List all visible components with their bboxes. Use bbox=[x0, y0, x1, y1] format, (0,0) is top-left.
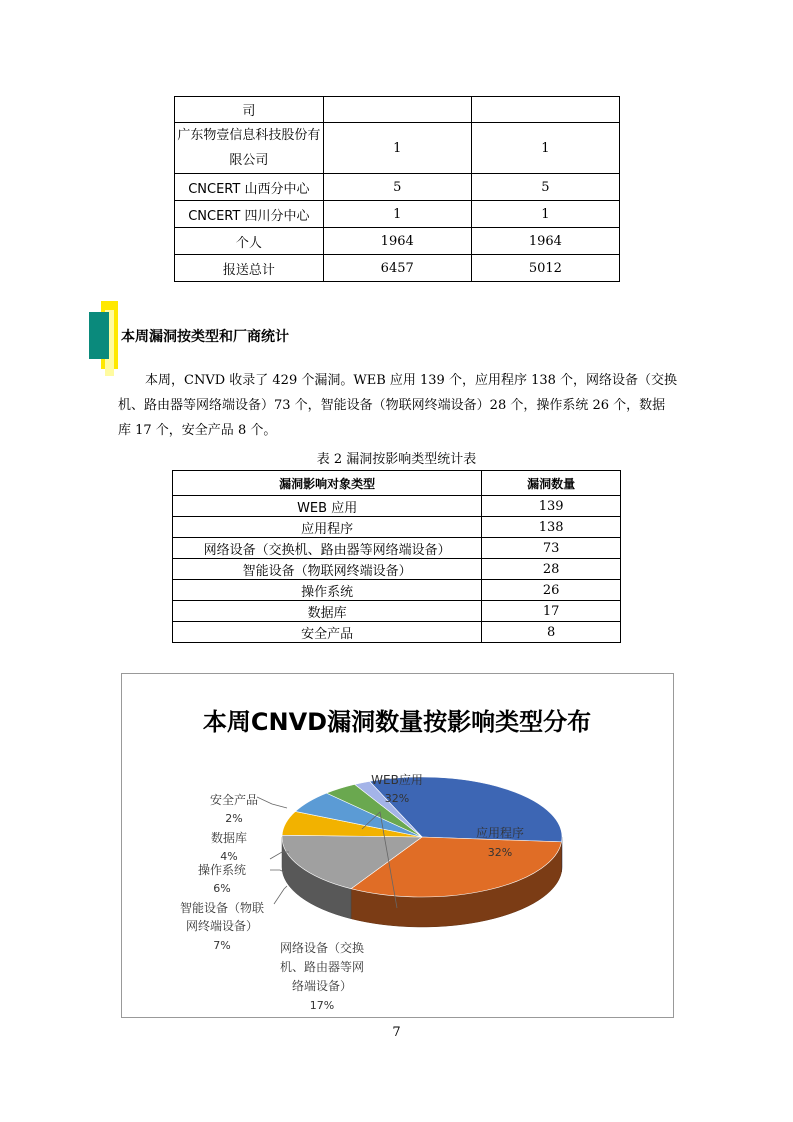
pie-slice-percent: 17% bbox=[309, 999, 335, 1012]
vendor-count-b: 1 bbox=[471, 201, 619, 228]
vendor-count-a: 5 bbox=[323, 174, 471, 201]
vendor-count-b: 1 bbox=[471, 123, 619, 174]
type-cell: 智能设备（物联网终端设备） bbox=[173, 559, 482, 580]
type-cell: WEB 应用 bbox=[173, 496, 482, 517]
vendor-count-a: 1 bbox=[323, 201, 471, 228]
pie-slice-percent: 7% bbox=[213, 939, 231, 952]
vendor-name: 个人 bbox=[175, 228, 324, 255]
table-row bbox=[173, 517, 621, 538]
pie-leader-line bbox=[257, 797, 287, 808]
vendor-count-b: 5012 bbox=[471, 255, 619, 282]
pie-slice-label: 数据库 bbox=[210, 831, 248, 845]
vendor-count-b: 1964 bbox=[471, 228, 619, 255]
count-cell: 73 bbox=[482, 538, 621, 559]
pie-slice-percent: 6% bbox=[213, 882, 231, 895]
table-row bbox=[175, 97, 620, 123]
pie-slice-percent: 32% bbox=[384, 792, 410, 805]
type-cell: 应用程序 bbox=[173, 517, 482, 538]
pie-slice-label: 智能设备（物联 bbox=[179, 901, 265, 915]
count-cell: 138 bbox=[482, 517, 621, 538]
table-header-row bbox=[173, 471, 621, 496]
vendor-count-b: 5 bbox=[471, 174, 619, 201]
type-cell: 数据库 bbox=[173, 601, 482, 622]
table-row bbox=[173, 580, 621, 601]
pie-leader-line bbox=[274, 886, 287, 904]
pie-slice-label: 网络设备（交换 bbox=[279, 941, 365, 955]
table-row bbox=[173, 538, 621, 559]
table-caption: 表 2 漏洞按影响类型统计表 bbox=[316, 452, 477, 467]
pie-slice-label: 操作系统 bbox=[197, 863, 247, 877]
pie-slice-label: 机、路由器等网 bbox=[279, 960, 365, 974]
pie-chart-frame bbox=[121, 673, 674, 1018]
header-count: 漏洞数量 bbox=[482, 471, 621, 496]
table-row bbox=[175, 255, 620, 282]
table-row bbox=[175, 123, 620, 174]
header-type: 漏洞影响对象类型 bbox=[173, 471, 482, 496]
vendor-name: 报送总计 bbox=[175, 255, 324, 282]
count-cell: 17 bbox=[482, 601, 621, 622]
table-row bbox=[173, 559, 621, 580]
count-cell: 8 bbox=[482, 622, 621, 643]
vendor-count-a: 1 bbox=[323, 123, 471, 174]
vendor-count-a: 6457 bbox=[323, 255, 471, 282]
count-cell: 139 bbox=[482, 496, 621, 517]
vendor-name: CNCERT 四川分中心 bbox=[175, 201, 324, 228]
table-row bbox=[175, 174, 620, 201]
summary-paragraph: 本周，CNVD 收录了 429 个漏洞。WEB 应用 139 个，应用程序 138 个，网络设备（交换机、路由器等网络端设备）73 个，智能设备（物联网终端设备）28 个，操作系统 26 个，数据库 17 个，安全产品 8 个。 bbox=[118, 373, 678, 438]
table-row bbox=[175, 228, 620, 255]
pie-slice-label: 络端设备） bbox=[291, 979, 353, 993]
count-cell: 28 bbox=[482, 559, 621, 580]
pie-slice-label: 网终端设备） bbox=[185, 919, 259, 933]
type-table bbox=[172, 470, 621, 643]
table-row bbox=[175, 201, 620, 228]
table-row bbox=[173, 601, 621, 622]
pie-slice-label: WEB应用 bbox=[371, 773, 423, 787]
vendor-count-b bbox=[471, 97, 619, 123]
pie-leader-line bbox=[270, 870, 284, 872]
section-title: 本周漏洞按类型和厂商统计 bbox=[121, 329, 289, 345]
heading-decoration-teal bbox=[89, 312, 109, 359]
pie-slice-label: 安全产品 bbox=[209, 793, 259, 807]
type-cell: 安全产品 bbox=[173, 622, 482, 643]
pie-chart bbox=[122, 674, 673, 1017]
type-cell: 网络设备（交换机、路由器等网络端设备） bbox=[173, 538, 482, 559]
chart-title: 本周CNVD漏洞数量按影响类型分布 bbox=[202, 708, 592, 736]
pie-slice-label: 应用程序 bbox=[475, 826, 525, 840]
pie-slice-percent: 32% bbox=[487, 846, 513, 859]
vendor-table bbox=[174, 96, 620, 282]
pie-slice-percent: 2% bbox=[225, 812, 243, 825]
vendor-name: 司 bbox=[175, 97, 324, 123]
count-cell: 26 bbox=[482, 580, 621, 601]
vendor-name: CNCERT 山西分中心 bbox=[175, 174, 324, 201]
table-row bbox=[173, 496, 621, 517]
table-row bbox=[173, 622, 621, 643]
vendor-name: 广东物壹信息科技股份有限公司 bbox=[175, 123, 324, 174]
type-cell: 操作系统 bbox=[173, 580, 482, 601]
vendor-count-a bbox=[323, 97, 471, 123]
pie-slice-percent: 4% bbox=[220, 850, 238, 863]
vendor-count-a: 1964 bbox=[323, 228, 471, 255]
page-number: 7 bbox=[392, 1025, 401, 1040]
